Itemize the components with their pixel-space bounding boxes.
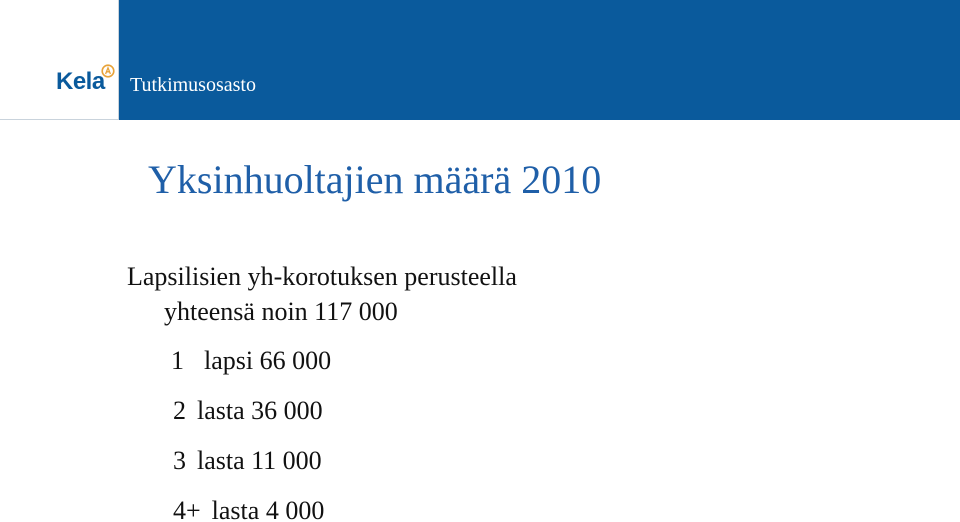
department-label: Tutkimusosasto: [130, 74, 256, 96]
intro-line-2: yhteensä noin 117 000: [164, 297, 398, 326]
list-item: [173, 446, 322, 476]
header-band: [0, 0, 960, 120]
household-count: lapsi 66 000: [204, 346, 332, 375]
child-count: 4+: [173, 496, 201, 522]
child-count: 1: [171, 346, 184, 375]
household-count: lasta 36 000: [197, 396, 323, 425]
intro-line-1: Lapsilisien yh-korotuksen perusteella: [127, 262, 517, 291]
list-item: [173, 496, 324, 522]
kela-logo: Kela: [56, 68, 105, 95]
logo-box: [0, 0, 119, 120]
household-count: lasta 4 000: [211, 496, 325, 522]
list-item: [171, 346, 331, 376]
household-count: lasta 11 000: [197, 446, 322, 475]
kela-logo-mark-icon: [101, 64, 115, 78]
slide-title: Yksinhuoltajien määrä 2010: [148, 157, 602, 202]
child-count: 2: [173, 396, 186, 425]
child-count: 3: [173, 446, 186, 475]
list-item: [173, 396, 323, 426]
